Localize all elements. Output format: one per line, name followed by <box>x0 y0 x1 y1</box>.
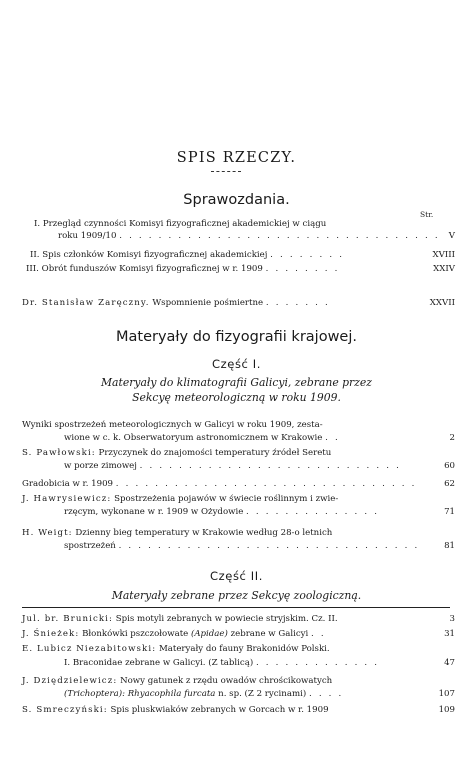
toc-entry-p2-1-text: Spis motyli zebranych w powiecie stryjskim. Cz. II. <box>115 614 338 624</box>
toc-entry-p1-5-text2: spostrzeżeń <box>64 541 116 551</box>
toc-entry-p1-3-page: 62 <box>444 479 455 489</box>
title-ornament-divider <box>211 171 241 172</box>
toc-entry-p2-3-line1 <box>22 643 330 655</box>
toc-entry-p2-2-text: Błonkówki pszczołowate <box>82 629 189 639</box>
toc-entry-p1-2-line2 <box>64 460 401 472</box>
leader-dots: . . . . . . . <box>265 298 330 308</box>
part-2-subtitle: Materyały zebrane przez Sekcyę zoologiczną. <box>111 589 362 602</box>
toc-entry-p1-4-line1 <box>22 493 338 505</box>
leader-dots: . . . . . . . . . . . . . . . . . . . . . . . . . . . . . . . <box>115 479 417 489</box>
toc-entry-p2-5 <box>22 704 329 716</box>
author-name: J. Śnieżek: <box>22 629 80 639</box>
toc-entry-p1-2-text: Przyczynek do znajomości temperatury źródeł Seretu <box>98 448 332 458</box>
toc-entry-p2-2-text2: zebrane w Galicyi <box>230 629 309 639</box>
toc-entry-p2-1-page: 3 <box>449 614 455 624</box>
toc-entry-p1-1-line1: Wyniki spostrzeżeń meteorologicznych w Galicyi w roku 1909, zesta- <box>22 420 323 430</box>
author-name: J. Dziędzielewicz: <box>22 676 118 686</box>
toc-entry-p1-4-page: 71 <box>444 507 455 517</box>
toc-entry-p1-2-line1 <box>22 447 331 459</box>
toc-entry-p1-5-text: Dzienny bieg temperatury w Krakowie według 28-o letnich <box>75 528 333 538</box>
toc-entry-p2-3-page: 47 <box>444 658 455 668</box>
toc-entry-p1-1-text: wione w c. k. Obserwatoryum astronomicznem w Krakowie <box>64 433 323 443</box>
author-name: J. Hawrysiewicz: <box>22 494 112 504</box>
leader-dots: . . . . . . . . <box>265 264 340 274</box>
toc-entry-p1-2-page: 60 <box>444 461 455 471</box>
toc-entry-p2-2 <box>22 628 326 640</box>
toc-entry-p1-5-line1 <box>22 527 332 539</box>
part-2-heading: Część II. <box>210 569 263 583</box>
section-divider <box>22 607 450 608</box>
leader-dots: . . <box>311 629 326 639</box>
toc-entry-obituary <box>22 297 330 309</box>
toc-entry-p2-3-line2 <box>64 657 379 669</box>
leader-dots: . . . . <box>308 689 344 699</box>
toc-entry-p2-2-page: 31 <box>444 629 455 639</box>
toc-entry-p2-4-text2: n. sp. (Z 2 rycinami) <box>218 689 307 699</box>
toc-entry-p2-3-text2: I. Braconidae zebrane w Galicyi. (Z tablicą) <box>64 658 254 668</box>
toc-entry-2 <box>30 249 344 261</box>
toc-entry-3 <box>26 263 340 275</box>
page-column-label: Str. <box>420 210 434 219</box>
toc-entry-p1-1-line2 <box>64 432 340 444</box>
toc-entry-p2-5-page: 109 <box>438 705 455 715</box>
toc-entry-p1-5-line2 <box>64 540 419 552</box>
toc-entry-3-text: III. Obrót funduszów Komisyi fizyograficznej w r. 1909 <box>26 264 263 274</box>
leader-dots: . . . . . . . . <box>270 250 345 260</box>
toc-entry-obituary-page: XXVII <box>429 298 455 308</box>
section-heading-sprawozdania: Sprawozdania. <box>183 192 290 208</box>
toc-entry-p2-1 <box>22 613 338 625</box>
leader-dots: . . . . . . . . . . . . . . . . . . . . . . . . . . . . . . . . . <box>119 231 440 241</box>
toc-entry-p2-4-text: Nowy gatunek z rzędu owadów chrościkowatych <box>120 676 333 686</box>
toc-entry-3-page: XXIV <box>433 264 455 274</box>
author-name: H. Weigt: <box>22 528 73 538</box>
leader-dots: . . . . . . . . . . . . . <box>255 658 380 668</box>
section-heading-materyaly: Materyały do fizyografii krajowej. <box>115 329 357 345</box>
toc-entry-p1-1-page: 2 <box>449 433 455 443</box>
page-title: SPIS RZECZY. <box>176 150 297 166</box>
author-name: Dr. Stanisław Zaręczny. <box>22 298 150 308</box>
taxon-name: (Apidae) <box>190 629 228 639</box>
author-name: S. Smreczyński: <box>22 705 108 715</box>
toc-entry-p1-4-line2 <box>64 506 379 518</box>
toc-entry-p1-3 <box>22 478 417 490</box>
leader-dots: . . <box>325 433 340 443</box>
toc-entry-p2-5-text: Spis pluskwiaków zebranych w Gorcach w r. 1909 <box>110 705 329 715</box>
toc-entry-p1-4-text2: rzęcym, wykonane w r. 1909 w Ożydowie <box>64 507 244 517</box>
toc-entry-1-page: V <box>448 231 455 241</box>
toc-entry-p1-5-page: 81 <box>444 541 455 551</box>
toc-entry-obituary-text: Wspomnienie pośmiertne <box>152 298 264 308</box>
toc-entry-p2-3-text: Materyały do fauny Brakonidów Polski. <box>158 644 330 654</box>
leader-dots: . . . . . . . . . . . . . . . . . . . . . . . . . . . . . . . <box>118 541 420 551</box>
toc-entry-2-text: II. Spis członków Komisyi fizyograficznej akademickiej <box>30 250 268 260</box>
author-name: E. Lubicz Niezabitowski: <box>22 644 157 654</box>
toc-entry-1-line2 <box>58 230 440 242</box>
toc-entry-p1-2-text2: w porze zimowej <box>64 461 137 471</box>
taxon-name: (Trichoptera): Rhyacophila furcata <box>64 689 216 699</box>
toc-entry-p1-4-text: Spostrzeżenia pojawów w świecie roślinnym i zwie- <box>114 494 339 504</box>
leader-dots: . . . . . . . . . . . . . . . . . . . . . . . . . . . <box>139 461 402 471</box>
toc-entry-p2-4-page: 107 <box>438 689 455 699</box>
toc-entry-2-page: XVIII <box>432 250 455 260</box>
part-1-heading: Część I. <box>212 357 261 371</box>
part-1-subtitle: Materyały do klimatografii Galicyi, zebrane przez Sekcyę meteorologiczną w roku 1909. <box>101 376 372 404</box>
toc-entry-p2-4-line1 <box>22 675 332 687</box>
toc-entry-1-text: roku 1909/10 <box>58 231 117 241</box>
author-name: S. Pawłowski: <box>22 448 96 458</box>
toc-entry-p1-3-text: Gradobicia w r. 1909 <box>22 479 114 489</box>
toc-entry-1-line1: I. Przegląd czynności Komisyi fizyograficznej akademickiej w ciągu <box>34 219 327 229</box>
author-name: Jul. br. Brunicki: <box>22 614 114 624</box>
leader-dots: . . . . . . . . . . . . . . <box>246 507 380 517</box>
toc-entry-p2-4-line2 <box>64 688 343 700</box>
